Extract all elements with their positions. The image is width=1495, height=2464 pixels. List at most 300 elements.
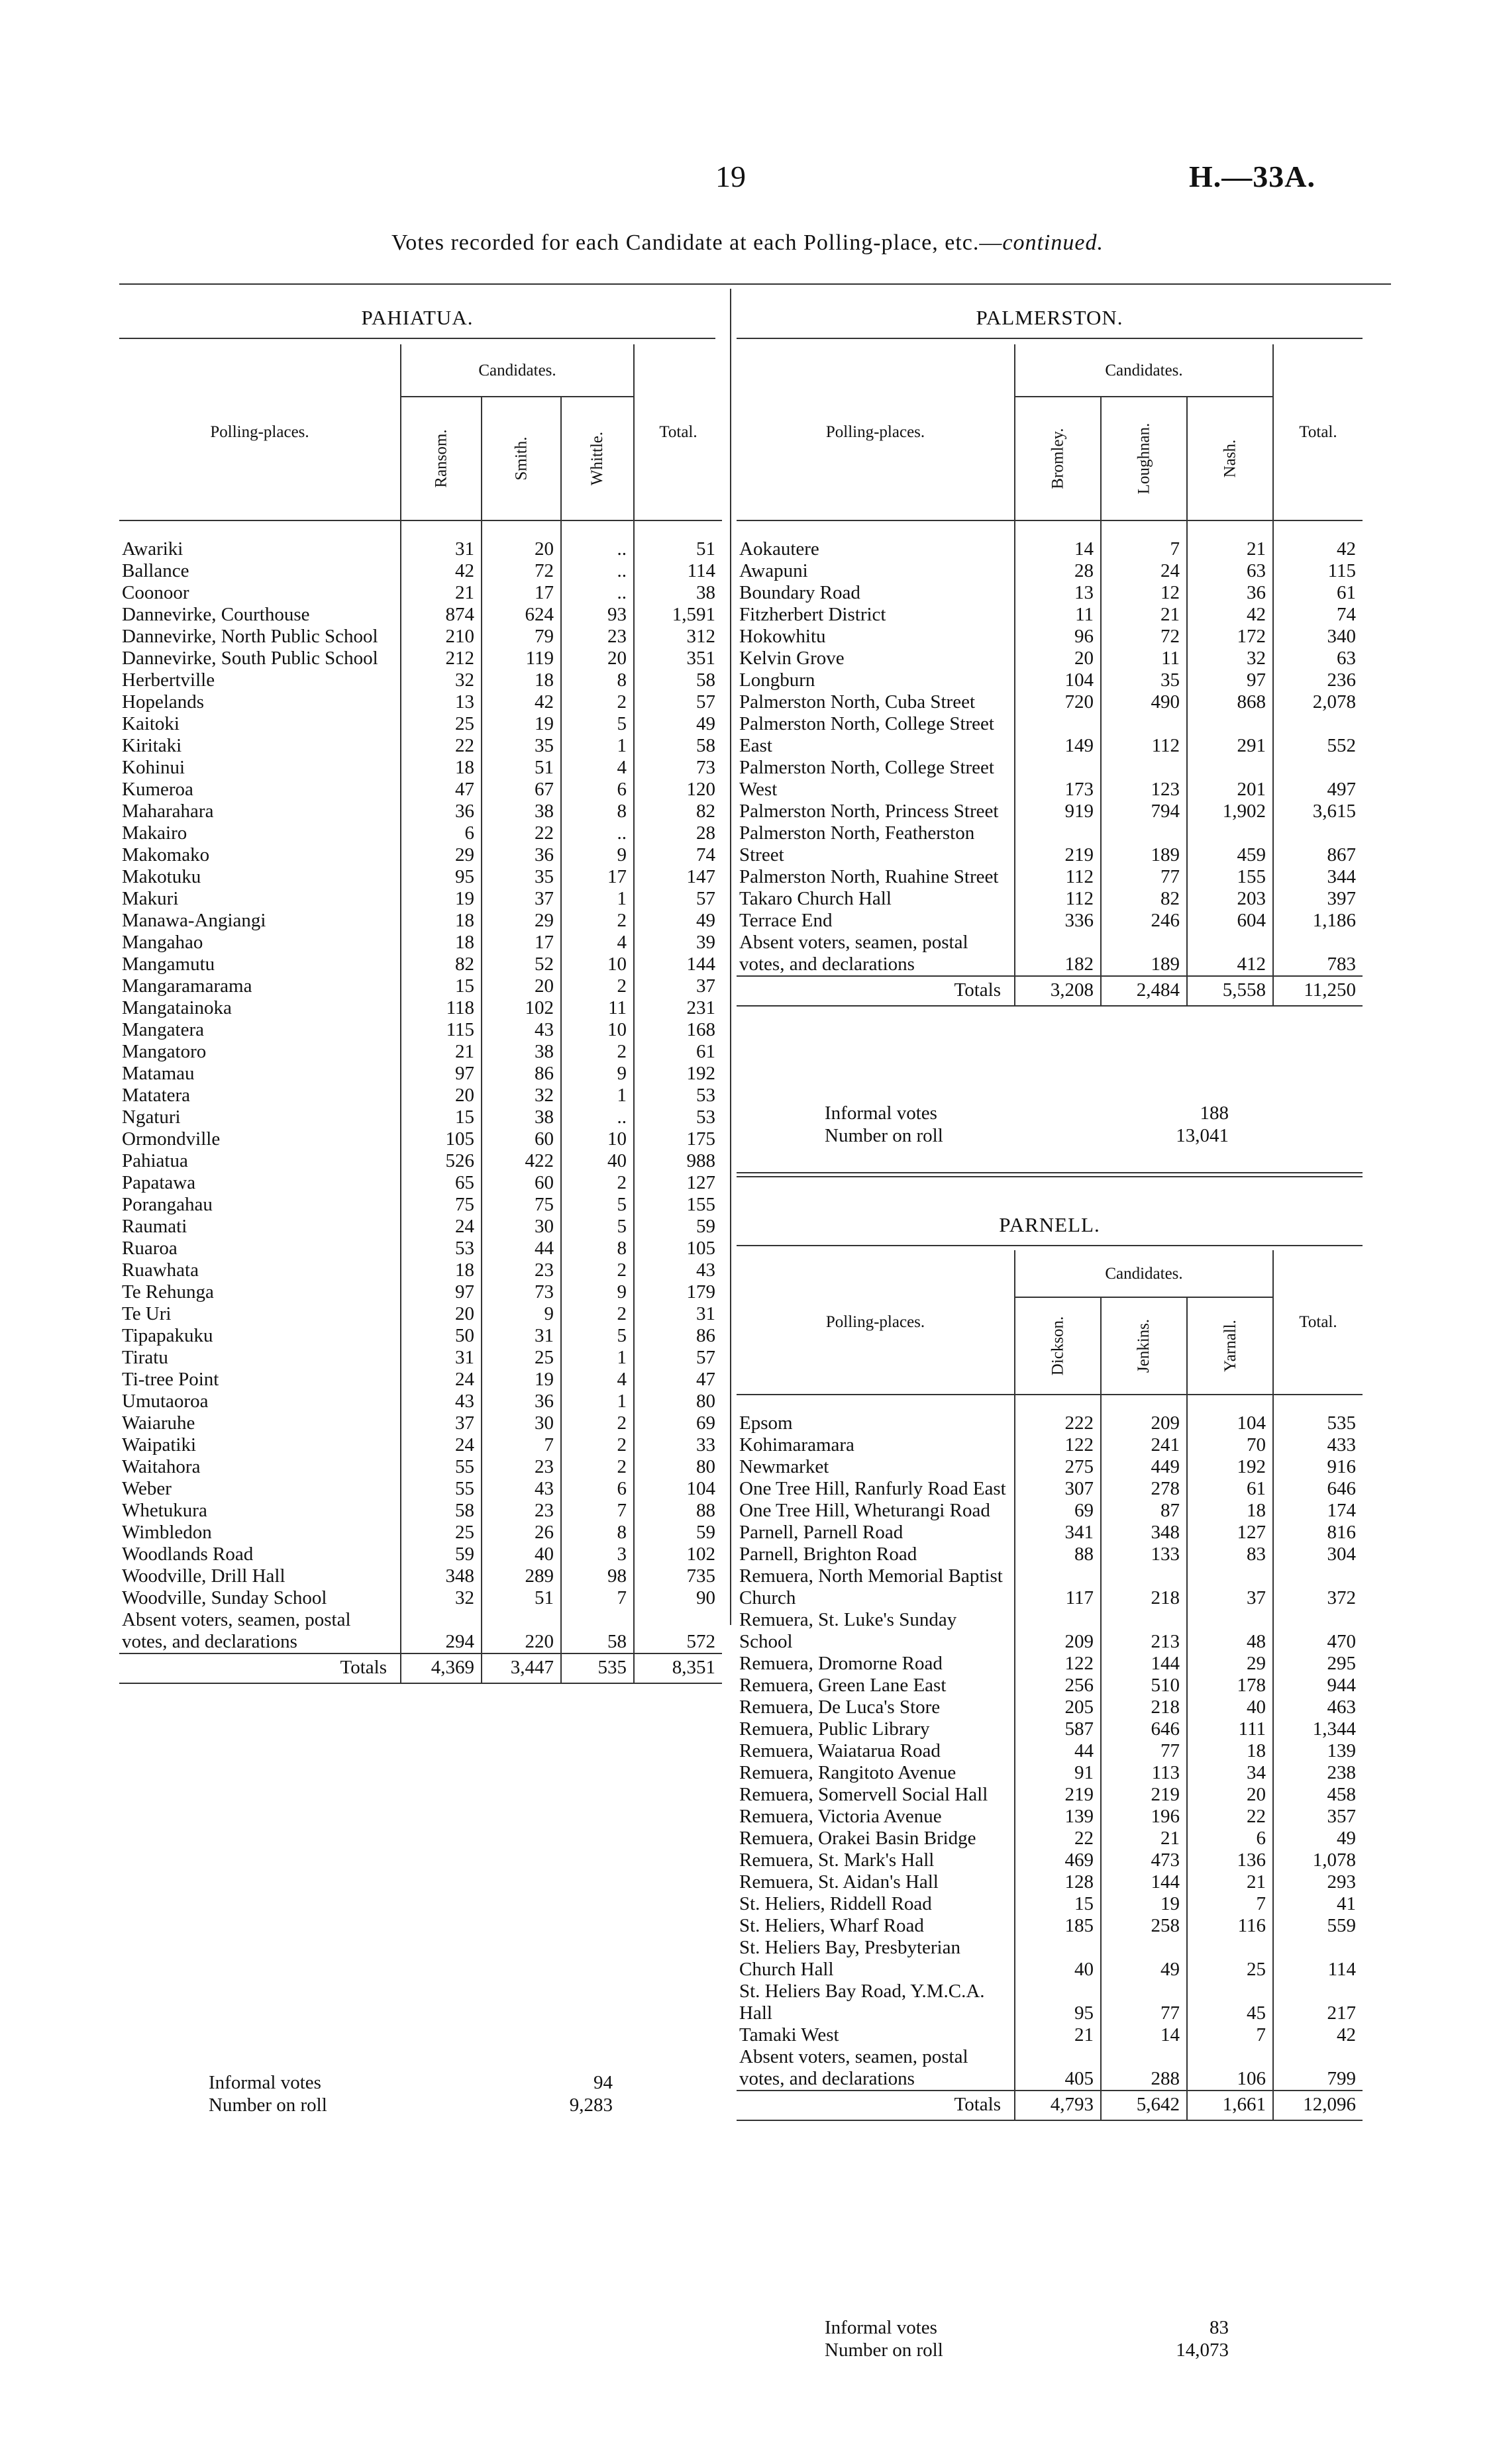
candidate-votes: 105 <box>401 1128 482 1150</box>
heading-main: Votes recorded for each Candidate at each Polling-place, etc.— <box>391 230 1003 255</box>
row-total: 39 <box>634 932 722 954</box>
candidate-votes: 2 <box>561 1456 634 1478</box>
table-row <box>737 1478 1363 1500</box>
candidate-votes: 5 <box>561 713 634 735</box>
candidate-total: 4,793 <box>1015 2091 1101 2120</box>
row-total: 179 <box>634 1281 722 1303</box>
polling-place: Remuera, North Memorial Baptist Church <box>739 1565 1003 1608</box>
row-total: 293 <box>1273 1871 1363 1893</box>
candidate-total: 2,484 <box>1101 976 1187 1006</box>
candidate-votes: 34 <box>1187 1762 1273 1784</box>
document-reference: H.—33A. <box>1189 160 1315 193</box>
polling-place: Mangatainoka <box>122 997 232 1018</box>
candidate-votes: 336 <box>1015 910 1101 932</box>
candidate-votes: 220 <box>482 1609 561 1653</box>
table-row <box>119 844 722 866</box>
table-row <box>737 1675 1363 1697</box>
candidate-votes: 75 <box>482 1194 561 1216</box>
table-row <box>737 888 1363 910</box>
candidate-votes: 123 <box>1101 757 1187 801</box>
candidate-votes: 91 <box>1015 1762 1101 1784</box>
polling-places-header: Polling-places. <box>119 344 401 520</box>
polling-place: Palmerston North, Cuba Street <box>739 691 976 713</box>
table-row <box>737 2024 1363 2046</box>
table-row <box>119 1412 722 1434</box>
candidate-votes: 53 <box>401 1238 482 1259</box>
table-row <box>119 1259 722 1281</box>
candidate-votes: 422 <box>482 1150 561 1172</box>
totals-label: Totals <box>737 2091 1015 2120</box>
polling-place: Kelvin Grove <box>739 648 845 669</box>
table-row <box>119 779 722 801</box>
polling-place: Takaro Church Hall <box>739 888 892 909</box>
candidate-votes: 405 <box>1015 2046 1101 2091</box>
candidate-votes: 122 <box>1015 1434 1101 1456</box>
candidate-votes: 106 <box>1187 2046 1273 2091</box>
candidate-votes: 21 <box>1015 2024 1101 2046</box>
candidate-votes: 63 <box>1187 560 1273 582</box>
polling-place: Dannevirke, North Public School <box>122 626 378 647</box>
candidate-votes: 2 <box>561 1172 634 1194</box>
candidate-votes: 55 <box>401 1478 482 1500</box>
candidate-votes: 17 <box>561 866 634 888</box>
candidate-votes: 72 <box>482 560 561 582</box>
row-total: 295 <box>1273 1653 1363 1675</box>
candidate-votes: 119 <box>482 648 561 669</box>
candidate-votes: 307 <box>1015 1478 1101 1500</box>
table-row <box>119 1238 722 1259</box>
candidate-votes: 604 <box>1187 910 1273 932</box>
candidate-votes: 2 <box>561 1303 634 1325</box>
polling-place: Manawa-Angiangi <box>122 910 266 931</box>
table-row <box>119 932 722 954</box>
parnell-table <box>737 1250 1363 2121</box>
candidates-header: Candidates. <box>1015 344 1273 397</box>
informal-value: 83 <box>1210 2317 1229 2338</box>
row-total: 236 <box>1273 669 1363 691</box>
row-total: 74 <box>1273 604 1363 626</box>
candidate-votes: 868 <box>1187 691 1273 713</box>
polling-place: Epsom <box>739 1412 793 1434</box>
table-row <box>119 560 722 582</box>
candidate-votes: 6 <box>561 779 634 801</box>
polling-place: Kohinui <box>122 757 185 778</box>
roll-label: Number on roll <box>209 2094 327 2116</box>
candidate-votes: 219 <box>1015 822 1101 866</box>
candidate-votes: 36 <box>401 801 482 822</box>
row-total: 168 <box>634 1019 722 1041</box>
row-total: 102 <box>634 1544 722 1565</box>
candidate-votes: 136 <box>1187 1849 1273 1871</box>
row-total: 340 <box>1273 626 1363 648</box>
row-total: 783 <box>1273 932 1363 976</box>
table-row <box>737 1456 1363 1478</box>
candidate-votes: 19 <box>482 1369 561 1391</box>
candidate-votes: 77 <box>1101 1740 1187 1762</box>
table-row <box>737 1500 1363 1522</box>
table-row <box>119 1391 722 1412</box>
polling-places-header: Polling-places. <box>737 344 1015 520</box>
candidate-votes: 2 <box>561 975 634 997</box>
polling-place: Te Uri <box>122 1303 172 1324</box>
polling-place: Matatera <box>122 1085 191 1106</box>
informal-label: Informal votes <box>825 2317 937 2338</box>
polling-place: Mangaramarama <box>122 975 252 997</box>
row-total: 231 <box>634 997 722 1019</box>
palmerston-title: PALMERSTON. <box>976 306 1123 329</box>
informal-label: Informal votes <box>825 1103 937 1124</box>
candidate-votes: 36 <box>1187 582 1273 604</box>
candidate-votes: 42 <box>401 560 482 582</box>
candidate-votes: 22 <box>1015 1828 1101 1849</box>
candidate-name: Yarnall. <box>1221 1320 1239 1372</box>
polling-place: Raumati <box>122 1216 187 1237</box>
candidate-votes: 1 <box>561 888 634 910</box>
polling-place: Remuera, Orakei Basin Bridge <box>739 1828 976 1849</box>
polling-place: Whetukura <box>122 1500 207 1521</box>
row-total: 735 <box>634 1565 722 1587</box>
candidate-votes: 97 <box>401 1281 482 1303</box>
candidate-votes: 9 <box>482 1303 561 1325</box>
candidate-votes: 35 <box>1101 669 1187 691</box>
row-total: 61 <box>634 1041 722 1063</box>
polling-place: Boundary Road <box>739 582 860 603</box>
candidate-votes: 19 <box>482 713 561 735</box>
candidate-name: Jenkins. <box>1135 1318 1153 1373</box>
table-row <box>737 1740 1363 1762</box>
candidate-votes: 490 <box>1101 691 1187 713</box>
candidate-votes: 13 <box>401 691 482 713</box>
row-total: 1,591 <box>634 604 722 626</box>
table-row <box>119 1303 722 1325</box>
polling-place: Dannevirke, South Public School <box>122 648 378 669</box>
polling-place: Longburn <box>739 669 815 691</box>
candidate-votes: .. <box>561 1107 634 1128</box>
table-row <box>119 1565 722 1587</box>
candidate-votes: 112 <box>1101 713 1187 757</box>
candidate-votes: 32 <box>401 1587 482 1609</box>
row-total: 115 <box>1273 560 1363 582</box>
polling-place: Mangamutu <box>122 954 215 975</box>
table-row <box>737 669 1363 691</box>
table-row <box>737 1653 1363 1675</box>
candidate-votes: 2 <box>561 1041 634 1063</box>
row-total: 1,186 <box>1273 910 1363 932</box>
candidate-votes: 37 <box>1187 1565 1273 1609</box>
table-row <box>119 1281 722 1303</box>
table-row <box>119 997 722 1019</box>
row-total: 80 <box>634 1456 722 1478</box>
polling-place: Waitahora <box>122 1456 201 1477</box>
table-row <box>119 1587 722 1609</box>
table-row <box>737 932 1363 976</box>
row-total: 944 <box>1273 1675 1363 1697</box>
candidate-votes: 341 <box>1015 1522 1101 1544</box>
candidate-votes: 43 <box>482 1478 561 1500</box>
table-row <box>119 1522 722 1544</box>
candidate-votes: 10 <box>561 954 634 975</box>
candidate-votes: 45 <box>1187 1981 1273 2024</box>
candidate-votes: 209 <box>1101 1395 1187 1434</box>
polling-place: Makotuku <box>122 866 201 887</box>
row-total: 105 <box>634 1238 722 1259</box>
candidate-votes: 24 <box>401 1434 482 1456</box>
candidate-votes: 21 <box>401 582 482 604</box>
candidate-votes: 1 <box>561 1347 634 1369</box>
row-total: 69 <box>634 1412 722 1434</box>
polling-place: Palmerston North, College Street West <box>739 757 994 800</box>
row-total: 988 <box>634 1150 722 1172</box>
candidate-votes: 32 <box>1187 648 1273 669</box>
row-total: 38 <box>634 582 722 604</box>
candidate-votes: 526 <box>401 1150 482 1172</box>
candidate-votes: 25 <box>1187 1937 1273 1981</box>
table-row <box>119 626 722 648</box>
polling-place: Terrace End <box>739 910 833 931</box>
candidate-votes: 24 <box>1101 560 1187 582</box>
polling-place: Newmarket <box>739 1456 829 1477</box>
row-total: 646 <box>1273 1478 1363 1500</box>
table-row <box>119 1019 722 1041</box>
candidate-votes: 95 <box>401 866 482 888</box>
candidate-votes: 449 <box>1101 1456 1187 1478</box>
row-total: 59 <box>634 1216 722 1238</box>
candidate-votes: 65 <box>401 1172 482 1194</box>
polling-place: St. Heliers Bay Road, Y.M.C.A. Hall <box>739 1981 985 2024</box>
row-total: 397 <box>1273 888 1363 910</box>
polling-place: Remuera, Green Lane East <box>739 1675 947 1696</box>
roll-label: Number on roll <box>825 1125 943 1146</box>
candidate-votes: 35 <box>482 866 561 888</box>
candidate-votes: 6 <box>1187 1828 1273 1849</box>
informal-label: Informal votes <box>209 2072 321 2093</box>
candidate-votes: 6 <box>401 822 482 844</box>
candidate-votes: 30 <box>482 1216 561 1238</box>
candidate-votes: 7 <box>1187 1893 1273 1915</box>
row-total: 139 <box>1273 1740 1363 1762</box>
candidate-votes: 31 <box>401 1347 482 1369</box>
candidate-votes: 23 <box>482 1259 561 1281</box>
candidate-votes: 18 <box>1187 1500 1273 1522</box>
polling-place: Tamaki West <box>739 2024 839 2045</box>
table-row <box>737 1565 1363 1609</box>
candidate-votes: 2 <box>561 1259 634 1281</box>
candidate-votes: 155 <box>1187 866 1273 888</box>
polling-place: Remuera, St. Luke's Sunday School <box>739 1609 957 1652</box>
candidate-votes: 149 <box>1015 713 1101 757</box>
candidate-votes: .. <box>561 560 634 582</box>
candidate-votes: 104 <box>1015 669 1101 691</box>
candidate-votes: 133 <box>1101 1544 1187 1565</box>
table-row <box>119 1107 722 1128</box>
candidate-votes: 97 <box>401 1063 482 1085</box>
table-row <box>119 1194 722 1216</box>
candidate-votes: 23 <box>482 1456 561 1478</box>
polling-place: Herbertville <box>122 669 215 691</box>
polling-place: Coonoor <box>122 582 189 603</box>
row-total: 80 <box>634 1391 722 1412</box>
candidate-votes: 50 <box>401 1325 482 1347</box>
row-total: 433 <box>1273 1434 1363 1456</box>
candidate-votes: 111 <box>1187 1718 1273 1740</box>
candidate-votes: 7 <box>1187 2024 1273 2046</box>
table-row <box>119 1347 722 1369</box>
row-total: 42 <box>1273 520 1363 560</box>
candidate-votes: 20 <box>482 975 561 997</box>
polling-place: One Tree Hill, Wheturangi Road <box>739 1500 990 1521</box>
polling-place: Kohimaramara <box>739 1434 854 1455</box>
candidate-votes: 18 <box>401 932 482 954</box>
row-total: 867 <box>1273 822 1363 866</box>
table-row <box>737 866 1363 888</box>
candidate-votes: 258 <box>1101 1915 1187 1937</box>
candidate-votes: 29 <box>1187 1653 1273 1675</box>
candidate-votes: 96 <box>1015 626 1101 648</box>
polling-place: Makairo <box>122 822 187 844</box>
candidate-votes: 55 <box>401 1456 482 1478</box>
candidate-name: Loughnan. <box>1135 422 1153 495</box>
candidate-votes: 139 <box>1015 1806 1101 1828</box>
candidate-votes: 21 <box>1101 1828 1187 1849</box>
table-row <box>737 1849 1363 1871</box>
candidate-votes: 8 <box>561 801 634 822</box>
candidate-votes: 17 <box>482 582 561 604</box>
candidate-votes: 72 <box>1101 626 1187 648</box>
candidate-votes: 288 <box>1101 2046 1187 2091</box>
candidate-votes: 36 <box>482 844 561 866</box>
candidate-votes: 87 <box>1101 1500 1187 1522</box>
candidate-votes: 51 <box>482 1587 561 1609</box>
candidate-votes: 67 <box>482 779 561 801</box>
row-total: 104 <box>634 1478 722 1500</box>
table-row <box>737 1806 1363 1828</box>
candidate-votes: 2 <box>561 1434 634 1456</box>
row-total: 1,344 <box>1273 1718 1363 1740</box>
polling-place: Palmerston North, Princess Street <box>739 801 999 822</box>
row-total: 144 <box>634 954 722 975</box>
candidate-total: 5,642 <box>1101 2091 1187 2120</box>
candidate-votes: 77 <box>1101 866 1187 888</box>
center-divider <box>730 289 731 1625</box>
candidate-votes: 37 <box>401 1412 482 1434</box>
polling-place: Mangatoro <box>122 1041 207 1062</box>
row-total: 49 <box>634 910 722 932</box>
candidate-votes: 919 <box>1015 801 1101 822</box>
row-total: 28 <box>634 822 722 844</box>
row-total: 42 <box>1273 2024 1363 2046</box>
candidate-votes: 10 <box>561 1019 634 1041</box>
palmerston-rows <box>737 520 1363 1006</box>
polling-place: Hopelands <box>122 691 205 713</box>
candidate-votes: 43 <box>401 1391 482 1412</box>
polling-place: Remuera, Victoria Avenue <box>739 1806 942 1827</box>
candidate-votes: 32 <box>482 1085 561 1107</box>
candidate-votes: 24 <box>401 1216 482 1238</box>
candidate-votes: 22 <box>401 735 482 757</box>
candidate-votes: 29 <box>401 844 482 866</box>
candidate-votes: 15 <box>401 975 482 997</box>
candidate-votes: 32 <box>401 669 482 691</box>
candidate-votes: 38 <box>482 1041 561 1063</box>
candidate-votes: 469 <box>1015 1849 1101 1871</box>
table-row <box>119 1456 722 1478</box>
candidate-votes: 98 <box>561 1565 634 1587</box>
totals-row <box>737 976 1363 1006</box>
table-row <box>737 604 1363 626</box>
candidate-votes: 38 <box>482 801 561 822</box>
polling-place: Ormondville <box>122 1128 221 1150</box>
candidate-votes: 20 <box>1187 1784 1273 1806</box>
table-row <box>119 1500 722 1522</box>
candidate-votes: 209 <box>1015 1609 1101 1653</box>
row-total: 799 <box>1273 2046 1363 2091</box>
candidate-votes: 1,902 <box>1187 801 1273 822</box>
roll-value: 9,283 <box>569 2094 613 2116</box>
row-total: 41 <box>1273 1893 1363 1915</box>
candidate-votes: 348 <box>1101 1522 1187 1544</box>
row-total: 49 <box>1273 1828 1363 1849</box>
candidate-votes: 4 <box>561 1369 634 1391</box>
candidate-votes: 205 <box>1015 1697 1101 1718</box>
candidate-votes: 75 <box>401 1194 482 1216</box>
polling-place: Absent voters, seamen, postal votes, and declarations <box>122 1609 351 1652</box>
polling-place: Waipatiki <box>122 1434 197 1455</box>
polling-place: Parnell, Brighton Road <box>739 1544 917 1565</box>
candidate-total: 4,369 <box>401 1653 482 1683</box>
table-row <box>737 520 1363 560</box>
candidate-votes: 624 <box>482 604 561 626</box>
table-row <box>119 691 722 713</box>
candidate-votes: 22 <box>1187 1806 1273 1828</box>
pahiatua-title: PAHIATUA. <box>361 306 474 329</box>
polling-places-header: Polling-places. <box>737 1250 1015 1395</box>
candidate-votes: 112 <box>1015 888 1101 910</box>
candidate-votes: 14 <box>1101 2024 1187 2046</box>
table-row <box>737 1762 1363 1784</box>
polling-place: Ruaroa <box>122 1238 178 1259</box>
row-total: 238 <box>1273 1762 1363 1784</box>
candidate-votes: 60 <box>482 1172 561 1194</box>
candidate-votes: 1 <box>561 1085 634 1107</box>
table-row <box>737 822 1363 866</box>
palmerston-end-rule-2 <box>737 1176 1363 1177</box>
polling-place: Remuera, St. Mark's Hall <box>739 1849 935 1871</box>
candidate-votes: 52 <box>482 954 561 975</box>
candidate-votes: 127 <box>1187 1522 1273 1544</box>
candidate-votes: 31 <box>482 1325 561 1347</box>
candidate-votes: 49 <box>1101 1937 1187 1981</box>
candidate-votes: 42 <box>482 691 561 713</box>
candidate-name: Nash. <box>1221 439 1239 478</box>
candidate-votes: 18 <box>401 1259 482 1281</box>
candidate-votes: 18 <box>401 757 482 779</box>
polling-place: Fitzherbert District <box>739 604 886 625</box>
table-row <box>737 1395 1363 1434</box>
row-total: 1,078 <box>1273 1849 1363 1871</box>
row-total: 61 <box>1273 582 1363 604</box>
row-total: 497 <box>1273 757 1363 801</box>
candidate-votes: 31 <box>401 520 482 560</box>
candidate-votes: 23 <box>482 1500 561 1522</box>
candidate-votes: 60 <box>482 1128 561 1150</box>
candidate-votes: 37 <box>482 888 561 910</box>
row-total: 57 <box>634 691 722 713</box>
candidate-votes: 97 <box>1187 669 1273 691</box>
candidate-votes: 21 <box>401 1041 482 1063</box>
table-row <box>737 1784 1363 1806</box>
candidate-votes: 11 <box>561 997 634 1019</box>
polling-place: Kumeroa <box>122 779 193 800</box>
